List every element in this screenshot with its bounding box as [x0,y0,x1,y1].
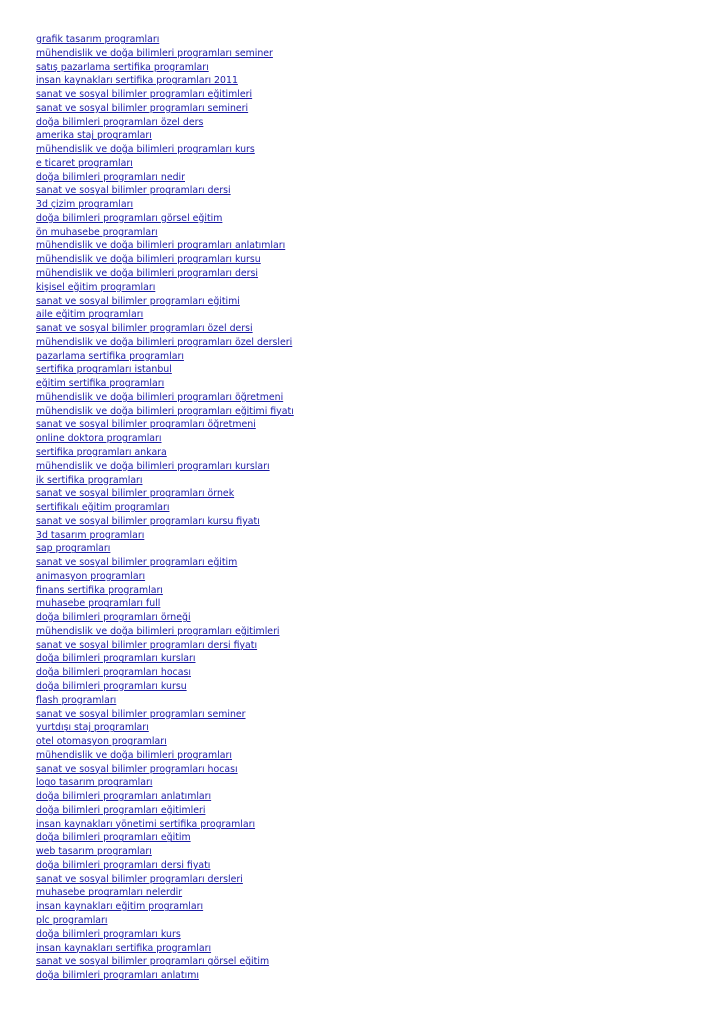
list-item [36,155,696,169]
link-item[interactable]: mühendislik ve doğa bilimleri programları dersi [36,268,259,280]
link-item[interactable]: doğa bilimleri programları kurs [36,928,181,940]
list-item [36,458,696,472]
link-item[interactable]: doğa bilimleri programları kursları [36,653,196,665]
list-item [36,416,696,430]
list-item [36,306,696,320]
list-item [36,857,696,871]
list-item [36,86,696,100]
link-item[interactable]: amerika staj programları [36,130,152,142]
list-item [36,719,696,733]
link-item[interactable]: sanat ve sosyal bilimler programları dersi fiyatı [36,639,258,651]
link-item[interactable]: mühendislik ve doğa bilimleri programları özel dersleri [36,336,293,348]
link-item[interactable]: mühendislik ve doğa bilimleri programları kursları [36,460,270,472]
link-item[interactable]: online doktora programları [36,433,162,445]
link-item[interactable]: e ticaret programları [36,157,133,169]
list-item [36,210,696,224]
list-item [36,967,696,981]
link-item[interactable]: finans sertifika programları [36,584,163,596]
link-item[interactable]: mühendislik ve doğa bilimleri programları [36,749,232,761]
link-item[interactable]: mühendislik ve doğa bilimleri programları eğitimleri [36,625,280,637]
list-item [36,444,696,458]
list-item [36,527,696,541]
link-item[interactable]: sertifikalı eğitim programları [36,502,170,514]
list-item [36,706,696,720]
list-item [36,127,696,141]
link-item[interactable]: doğa bilimleri programları görsel eğitim [36,212,223,224]
link-item[interactable]: muhasebe programları full [36,598,161,610]
list-item [36,829,696,843]
list-item [36,389,696,403]
list-item [36,513,696,527]
list-item [36,279,696,293]
list-item [36,472,696,486]
list-item [36,609,696,623]
link-item[interactable]: doğa bilimleri programları anlatımları [36,791,212,803]
link-item[interactable]: sanat ve sosyal bilimler programları görsel eğitim [36,956,270,968]
list-item [36,926,696,940]
link-item[interactable]: insan kaynakları sertifika programları 2011 [36,75,238,87]
list-item [36,843,696,857]
list-item [36,595,696,609]
link-item[interactable]: sertifika programları ankara [36,446,167,458]
list-item [36,692,696,706]
link-item[interactable]: doğa bilimleri programları örneği [36,612,191,624]
link-item[interactable]: eğitim sertifika programları [36,378,165,390]
link-item[interactable]: muhasebe programları nelerdir [36,887,183,899]
list-item [36,100,696,114]
list-item [36,733,696,747]
list-item [36,816,696,830]
link-item[interactable]: mühendislik ve doğa bilimleri programları anlatımları [36,240,286,252]
link-item[interactable]: flash programları [36,694,117,706]
list-item [36,871,696,885]
link-item[interactable]: mühendislik ve doğa bilimleri programları kurs [36,144,255,156]
list-item [36,320,696,334]
list-item [36,788,696,802]
link-item[interactable]: ik sertifika programları [36,474,143,486]
list-item [36,912,696,926]
link-list [36,31,696,981]
link-item[interactable]: yurtdışı staj programları [36,722,149,734]
list-item [36,196,696,210]
link-item[interactable]: doğa bilimleri programları kursu [36,680,187,692]
link-item[interactable]: mühendislik ve doğa bilimleri programları eğitimi fiyatı [36,405,294,417]
list-item [36,637,696,651]
link-item[interactable]: aile eğitim programları [36,309,144,321]
list-item [36,375,696,389]
list-item [36,623,696,637]
list-item [36,554,696,568]
list-item [36,664,696,678]
list-item [36,485,696,499]
link-item[interactable]: sertifika programları istanbul [36,364,172,376]
link-item[interactable]: doğa bilimleri programları nedir [36,171,185,183]
list-item [36,348,696,362]
list-item [36,898,696,912]
list-item [36,953,696,967]
link-item[interactable]: sanat ve sosyal bilimler programları dersleri [36,873,243,885]
link-item[interactable]: mühendislik ve doğa bilimleri programları kursu [36,254,261,266]
link-item[interactable]: insan kaynakları eğitim programları [36,901,204,913]
link-item[interactable]: ön muhasebe programları [36,226,158,238]
list-item [36,650,696,664]
list-item [36,72,696,86]
list-item [36,761,696,775]
list-item [36,747,696,761]
link-item[interactable]: mühendislik ve doğa bilimleri programları öğretmeni [36,391,284,403]
list-item [36,430,696,444]
link-item[interactable]: insan kaynakları sertifika programları [36,942,212,954]
list-item [36,802,696,816]
link-item[interactable]: doğa bilimleri programları dersi fiyatı [36,859,211,871]
list-item [36,334,696,348]
link-item[interactable]: sanat ve sosyal bilimler programları öğretmeni [36,419,256,431]
list-item [36,169,696,183]
list-item [36,884,696,898]
list-item [36,678,696,692]
list-item [36,361,696,375]
link-item[interactable]: doğa bilimleri programları özel ders [36,116,204,128]
link-item[interactable]: sanat ve sosyal bilimler programları eğitimleri [36,89,253,101]
list-item [36,265,696,279]
list-item [36,940,696,954]
link-item[interactable]: sanat ve sosyal bilimler programları semineri [36,102,249,114]
list-item [36,237,696,251]
link-item[interactable]: insan kaynakları yönetimi sertifika programları [36,818,256,830]
link-item[interactable]: logo tasarım programları [36,777,153,789]
list-item [36,582,696,596]
link-item[interactable]: otel otomasyon programları [36,736,167,748]
link-item[interactable]: animasyon programları [36,570,146,582]
link-item[interactable]: satış pazarlama sertifika programları [36,61,209,73]
link-item[interactable]: sanat ve sosyal bilimler programları hocası [36,763,238,775]
list-item [36,251,696,265]
link-item[interactable]: 3d tasarım programları [36,529,145,541]
link-item[interactable]: plc programları [36,915,108,926]
list-item [36,568,696,582]
link-item[interactable]: 3d çizim programları [36,199,134,211]
link-item[interactable]: sanat ve sosyal bilimler programları dersi [36,185,231,197]
list-item [36,774,696,788]
link-item[interactable]: pazarlama sertifika programları [36,350,184,362]
list-item [36,499,696,513]
link-item[interactable]: web tasarım programları [36,846,152,858]
link-item[interactable]: sanat ve sosyal bilimler programları kursu fiyatı [36,515,260,527]
link-item[interactable]: sanat ve sosyal bilimler programları özel dersi [36,323,253,335]
list-item [36,540,696,554]
link-item[interactable]: grafik tasarım programları [36,34,160,45]
link-item[interactable]: mühendislik ve doğa bilimleri programları seminer [36,47,273,59]
link-item[interactable]: sanat ve sosyal bilimler programları eğitimi [36,295,240,307]
list-item [36,31,696,45]
link-item[interactable]: doğa bilimleri programları eğitim [36,832,191,844]
link-item[interactable]: doğa bilimleri programları anlatımı [36,970,199,982]
list-item [36,114,696,128]
link-item[interactable]: kişisel eğitim programları [36,281,156,293]
list-item [36,45,696,59]
link-item[interactable]: sanat ve sosyal bilimler programları seminer [36,708,246,720]
link-item[interactable]: sanat ve sosyal bilimler programları örnek [36,488,235,500]
list-item [36,182,696,196]
list-item [36,403,696,417]
list-item [36,293,696,307]
list-item [36,141,696,155]
link-item[interactable]: sap programları [36,543,111,555]
list-item [36,224,696,238]
link-item[interactable]: doğa bilimleri programları hocası [36,667,191,679]
list-item [36,59,696,73]
link-item[interactable]: sanat ve sosyal bilimler programları eğitim [36,557,238,569]
link-item[interactable]: doğa bilimleri programları eğitimleri [36,804,206,816]
